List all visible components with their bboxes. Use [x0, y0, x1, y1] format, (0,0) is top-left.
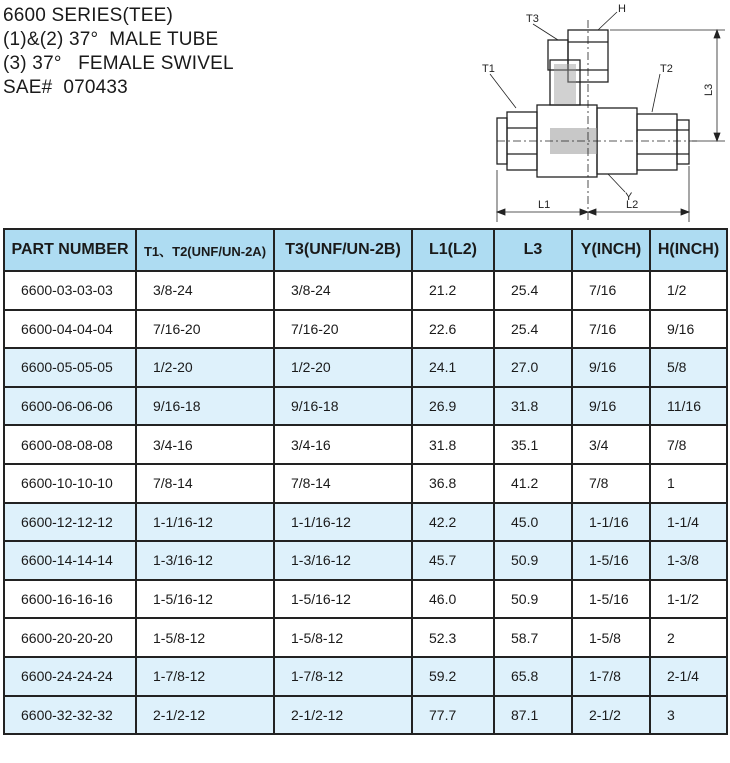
cell-l3: 45.0 — [494, 503, 572, 542]
header-l3: L3 — [494, 229, 572, 271]
label-l3: L3 — [703, 83, 715, 96]
cell-l3: 50.9 — [494, 541, 572, 580]
cell-part-number: 6600-12-12-12 — [4, 503, 136, 542]
cell-y: 1-7/8 — [572, 657, 650, 696]
cell-t3: 1-3/16-12 — [274, 541, 412, 580]
cell-l1-l2: 26.9 — [412, 387, 494, 426]
cell-l1-l2: 22.6 — [412, 310, 494, 349]
table-row — [4, 425, 727, 464]
cell-t1-t2: 9/16-18 — [136, 387, 274, 426]
cell-l1-l2: 21.2 — [412, 271, 494, 310]
cell-t3: 1-5/8-12 — [274, 618, 412, 657]
title-block — [3, 4, 234, 100]
cell-part-number: 6600-14-14-14 — [4, 541, 136, 580]
cell-t1-t2: 1/2-20 — [136, 348, 274, 387]
cell-l1-l2: 77.7 — [412, 696, 494, 735]
cell-t3: 1/2-20 — [274, 348, 412, 387]
cell-h: 1/2 — [650, 271, 727, 310]
cell-h: 1 — [650, 464, 727, 503]
male-tube-line: (1)&(2) 37° MALE TUBE — [3, 29, 219, 50]
cell-t1-t2: 1-7/8-12 — [136, 657, 274, 696]
header-l1-l2: L1(L2) — [412, 229, 494, 271]
table-row — [4, 464, 727, 503]
header-part-number: PART NUMBER — [4, 229, 136, 271]
cell-part-number: 6600-04-04-04 — [4, 310, 136, 349]
cell-y: 1-5/8 — [572, 618, 650, 657]
cell-part-number: 6600-06-06-06 — [4, 387, 136, 426]
cell-t1-t2: 3/4-16 — [136, 425, 274, 464]
cell-t3: 1-5/16-12 — [274, 580, 412, 619]
table-row — [4, 310, 727, 349]
cell-t1-t2: 1-5/16-12 — [136, 580, 274, 619]
cell-l3: 27.0 — [494, 348, 572, 387]
spec-table — [3, 228, 728, 735]
cell-y: 1-5/16 — [572, 580, 650, 619]
cell-part-number: 6600-08-08-08 — [4, 425, 136, 464]
cell-l1-l2: 46.0 — [412, 580, 494, 619]
cell-y: 7/16 — [572, 310, 650, 349]
cell-l3: 87.1 — [494, 696, 572, 735]
cell-l1-l2: 42.2 — [412, 503, 494, 542]
cell-part-number: 6600-20-20-20 — [4, 618, 136, 657]
cell-h: 1-1/2 — [650, 580, 727, 619]
cell-t3: 9/16-18 — [274, 387, 412, 426]
cell-part-number: 6600-16-16-16 — [4, 580, 136, 619]
cell-part-number: 6600-05-05-05 — [4, 348, 136, 387]
cell-l3: 58.7 — [494, 618, 572, 657]
cell-h: 1-3/8 — [650, 541, 727, 580]
table-row — [4, 657, 727, 696]
header-h: H(INCH) — [650, 229, 727, 271]
cell-y: 2-1/2 — [572, 696, 650, 735]
table-row — [4, 503, 727, 542]
fitting-outline — [497, 30, 689, 177]
label-t2: T2 — [660, 63, 673, 75]
cell-h: 9/16 — [650, 310, 727, 349]
cell-t3: 3/8-24 — [274, 271, 412, 310]
label-l2: L2 — [626, 199, 639, 211]
cell-y: 3/4 — [572, 425, 650, 464]
cell-l3: 41.2 — [494, 464, 572, 503]
cell-h: 5/8 — [650, 348, 727, 387]
cell-l1-l2: 31.8 — [412, 425, 494, 464]
cell-t1-t2: 1-5/8-12 — [136, 618, 274, 657]
cell-t3: 1-7/8-12 — [274, 657, 412, 696]
header-t1-t2: T1、T2(UNF/UN-2A) — [136, 229, 274, 271]
diagram-labels — [482, 3, 715, 211]
cell-y: 7/16 — [572, 271, 650, 310]
table-row — [4, 271, 727, 310]
series-title: 6600 SERIES(TEE) — [3, 5, 174, 26]
cell-t3: 2-1/2-12 — [274, 696, 412, 735]
label-t1: T1 — [482, 63, 495, 75]
cell-t3: 7/16-20 — [274, 310, 412, 349]
label-h: H — [618, 3, 626, 15]
cell-l3: 65.8 — [494, 657, 572, 696]
cell-l1-l2: 24.1 — [412, 348, 494, 387]
cell-t3: 3/4-16 — [274, 425, 412, 464]
fitting-hatch — [550, 64, 597, 154]
tee-fitting-diagram — [470, 0, 730, 225]
cell-t1-t2: 3/8-24 — [136, 271, 274, 310]
cell-part-number: 6600-10-10-10 — [4, 464, 136, 503]
cell-y: 9/16 — [572, 387, 650, 426]
cell-t1-t2: 7/8-14 — [136, 464, 274, 503]
cell-h: 2 — [650, 618, 727, 657]
cell-t1-t2: 2-1/2-12 — [136, 696, 274, 735]
cell-l3: 25.4 — [494, 310, 572, 349]
label-t3: T3 — [526, 13, 539, 25]
sae-number: SAE# 070433 — [3, 77, 128, 98]
label-l1: L1 — [538, 199, 551, 211]
header-row — [4, 229, 727, 271]
cell-l1-l2: 45.7 — [412, 541, 494, 580]
cell-l3: 31.8 — [494, 387, 572, 426]
cell-h: 7/8 — [650, 425, 727, 464]
table-row — [4, 348, 727, 387]
table-row — [4, 541, 727, 580]
cell-t1-t2: 1-1/16-12 — [136, 503, 274, 542]
table-row — [4, 387, 727, 426]
table-row — [4, 696, 727, 735]
cell-h: 1-1/4 — [650, 503, 727, 542]
cell-l1-l2: 59.2 — [412, 657, 494, 696]
cell-part-number: 6600-24-24-24 — [4, 657, 136, 696]
cell-part-number: 6600-03-03-03 — [4, 271, 136, 310]
cell-l1-l2: 36.8 — [412, 464, 494, 503]
cell-t1-t2: 1-3/16-12 — [136, 541, 274, 580]
cell-y: 7/8 — [572, 464, 650, 503]
cell-y: 1-1/16 — [572, 503, 650, 542]
cell-h: 11/16 — [650, 387, 727, 426]
cell-l3: 25.4 — [494, 271, 572, 310]
cell-t3: 7/8-14 — [274, 464, 412, 503]
cell-part-number: 6600-32-32-32 — [4, 696, 136, 735]
table-row — [4, 580, 727, 619]
cell-h: 2-1/4 — [650, 657, 727, 696]
cell-l1-l2: 52.3 — [412, 618, 494, 657]
header-t3: T3(UNF/UN-2B) — [274, 229, 412, 271]
table-row — [4, 618, 727, 657]
cell-y: 9/16 — [572, 348, 650, 387]
cell-t1-t2: 7/16-20 — [136, 310, 274, 349]
label-y: Y — [625, 191, 633, 203]
female-swivel-line: (3) 37° FEMALE SWIVEL — [3, 53, 234, 74]
cell-l3: 35.1 — [494, 425, 572, 464]
header-y: Y(INCH) — [572, 229, 650, 271]
cell-h: 3 — [650, 696, 727, 735]
cell-l3: 50.9 — [494, 580, 572, 619]
cell-y: 1-5/16 — [572, 541, 650, 580]
cell-t3: 1-1/16-12 — [274, 503, 412, 542]
